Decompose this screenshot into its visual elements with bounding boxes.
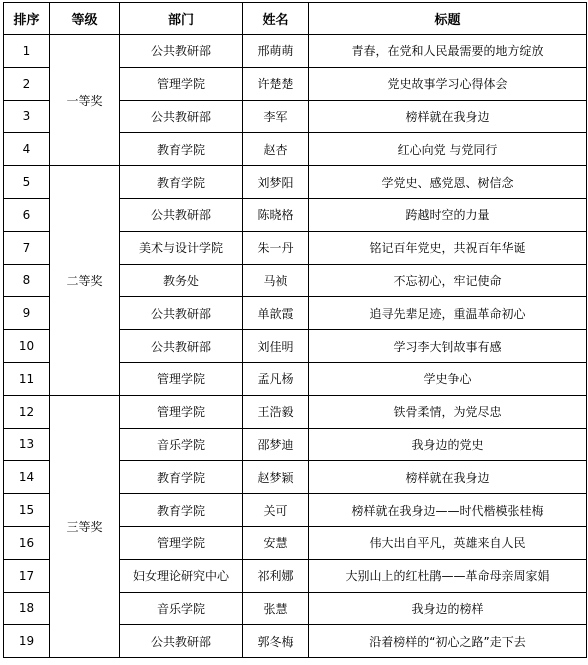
cell-rank: 3 [4,100,50,133]
cell-title: 大别山上的红杜鹃——革命母亲周家娟 [309,559,587,592]
cell-title: 铁骨柔情，为党尽忠 [309,395,587,428]
cell-dept: 音乐学院 [120,592,243,625]
cell-name: 赵杏 [243,133,309,166]
header-title: 标题 [309,3,587,35]
cell-title: 学习李大钊故事有感 [309,330,587,363]
cell-name: 许楚楚 [243,67,309,100]
header-level: 等级 [50,3,120,35]
cell-dept: 管理学院 [120,67,243,100]
cell-name: 邵梦迪 [243,428,309,461]
cell-dept: 教育学院 [120,133,243,166]
cell-rank: 5 [4,166,50,199]
cell-rank: 16 [4,526,50,559]
cell-rank: 8 [4,264,50,297]
cell-dept: 妇女理论研究中心 [120,559,243,592]
cell-title: 不忘初心，牢记使命 [309,264,587,297]
cell-dept: 教育学院 [120,166,243,199]
cell-title: 榜样就在我身边——时代楷模张桂梅 [309,494,587,527]
cell-dept: 教务处 [120,264,243,297]
table-row [4,395,587,428]
header-rank: 排序 [4,3,50,35]
cell-rank: 9 [4,297,50,330]
cell-name: 刘佳明 [243,330,309,363]
table-body [4,35,587,658]
cell-rank: 15 [4,494,50,527]
cell-rank: 12 [4,395,50,428]
table-row [4,35,587,68]
cell-rank: 13 [4,428,50,461]
cell-title: 党史故事学习心得体会 [309,67,587,100]
header-row [4,3,587,35]
cell-dept: 公共教研部 [120,625,243,658]
cell-name: 马祯 [243,264,309,297]
cell-dept: 公共教研部 [120,198,243,231]
cell-dept: 管理学院 [120,395,243,428]
cell-rank: 4 [4,133,50,166]
cell-rank: 14 [4,461,50,494]
cell-title: 学党史、感党恩、树信念 [309,166,587,199]
header-name: 姓名 [243,3,309,35]
cell-title: 榜样就在我身边 [309,100,587,133]
cell-rank: 7 [4,231,50,264]
cell-name: 刘梦阳 [243,166,309,199]
cell-title: 铭记百年党史，共祝百年华诞 [309,231,587,264]
cell-rank: 11 [4,362,50,395]
cell-name: 郭冬梅 [243,625,309,658]
cell-name: 邢萌萌 [243,35,309,68]
cell-title: 我身边的榜样 [309,592,587,625]
header-dept: 部门 [120,3,243,35]
cell-name: 王浩毅 [243,395,309,428]
cell-title: 青春，在党和人民最需要的地方绽放 [309,35,587,68]
cell-title: 榜样就在我身边 [309,461,587,494]
cell-name: 祁利娜 [243,559,309,592]
cell-dept: 管理学院 [120,526,243,559]
cell-rank: 17 [4,559,50,592]
cell-name: 陈晓格 [243,198,309,231]
cell-level: 三等奖 [50,395,120,657]
cell-dept: 管理学院 [120,362,243,395]
cell-name: 安慧 [243,526,309,559]
cell-dept: 美术与设计学院 [120,231,243,264]
cell-rank: 1 [4,35,50,68]
cell-title: 沿着榜样的“初心之路”走下去 [309,625,587,658]
cell-title: 学史争心 [309,362,587,395]
cell-name: 李军 [243,100,309,133]
cell-name: 孟凡杨 [243,362,309,395]
cell-title: 跨越时空的力量 [309,198,587,231]
cell-dept: 公共教研部 [120,100,243,133]
table-row [4,166,587,199]
cell-rank: 2 [4,67,50,100]
cell-title: 我身边的党史 [309,428,587,461]
cell-rank: 19 [4,625,50,658]
cell-name: 朱一丹 [243,231,309,264]
cell-dept: 公共教研部 [120,297,243,330]
cell-level: 一等奖 [50,35,120,166]
cell-title: 红心向党 与党同行 [309,133,587,166]
cell-name: 张慧 [243,592,309,625]
cell-rank: 18 [4,592,50,625]
cell-dept: 公共教研部 [120,330,243,363]
cell-dept: 音乐学院 [120,428,243,461]
cell-rank: 6 [4,198,50,231]
cell-dept: 教育学院 [120,461,243,494]
awards-table [3,2,587,658]
cell-title: 伟大出自平凡，英雄来自人民 [309,526,587,559]
cell-level: 二等奖 [50,166,120,396]
cell-rank: 10 [4,330,50,363]
cell-name: 单歆霞 [243,297,309,330]
cell-title: 追寻先辈足迹，重温革命初心 [309,297,587,330]
cell-name: 赵梦颖 [243,461,309,494]
cell-dept: 教育学院 [120,494,243,527]
cell-name: 关可 [243,494,309,527]
cell-dept: 公共教研部 [120,35,243,68]
